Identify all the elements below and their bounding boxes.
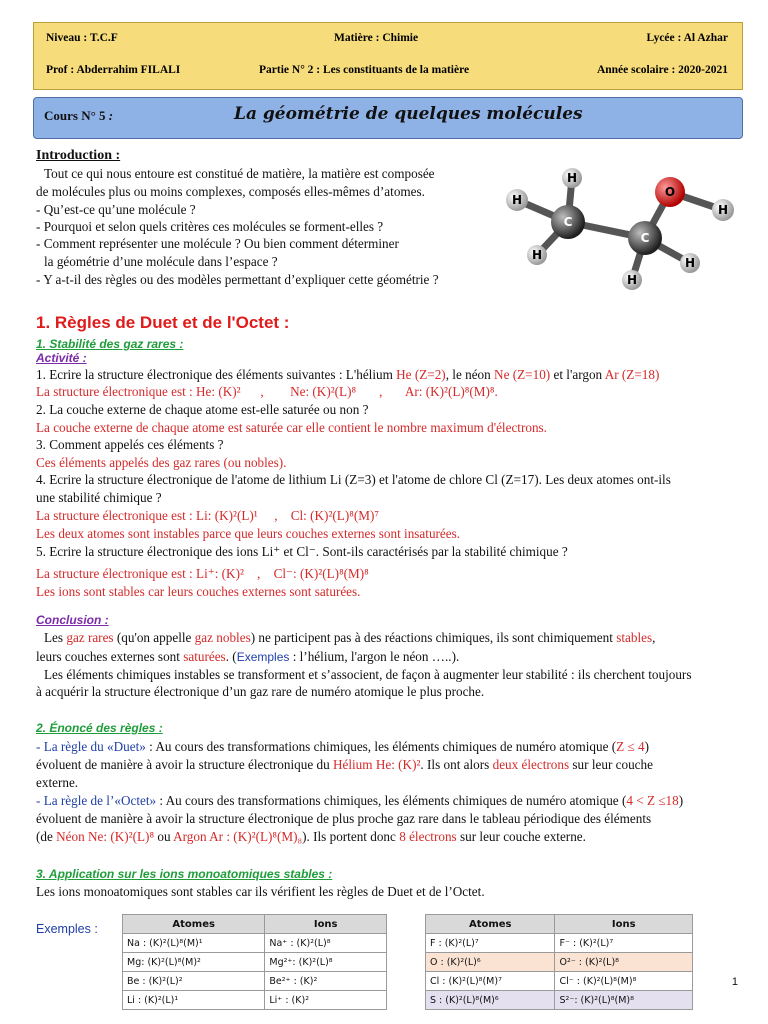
table-header: Ions xyxy=(555,915,693,934)
table-row: O : (K)²(L)⁶ O²⁻ : (K)²(L)⁸ xyxy=(426,953,693,972)
header-annee: Année scolaire : 2020-2021 xyxy=(596,64,728,76)
atom-label: C xyxy=(563,215,573,229)
intro-line: - Y a-t-il des règles ou des modèles permettant d’expliquer cette géométrie ? xyxy=(36,272,439,287)
ions-table-2 xyxy=(425,914,693,1010)
intro-line: - Pourquoi et selon quels critères ces molécules se forment-elles ? xyxy=(36,219,384,234)
rule-octet-cont: évoluent de manière à avoir la structure électronique de plus proche gaz rare dans le tableau périodique des éléments xyxy=(36,811,652,826)
table-row: Be : (K)²(L)² Be²⁺ : (K)² xyxy=(123,972,387,991)
intro-line: Tout ce qui nous entoure est constitué de matière, la matière est composée xyxy=(44,166,435,181)
conclusion-line: Les éléments chimiques instables se transforment et s’associent, de façon à augmenter leur stabilité : ils cherchent toujours xyxy=(44,667,692,682)
answer-2: La couche externe de chaque atome est saturée car elle contient le nombre maximum d'électrons. xyxy=(36,420,547,435)
intro-line: la géométrie d’une molécule dans l’espace ? xyxy=(44,254,278,269)
activite-label: Activité : xyxy=(36,351,87,365)
conclusion-line: à acquérir la structure électronique d’un gaz rare de numéro atomique le plus proche. xyxy=(36,684,485,699)
atom-label: H xyxy=(717,203,729,217)
table-row: F : (K)²(L)⁷ F⁻ : (K)²(L)⁷ xyxy=(426,934,693,953)
rule-octet-cont: (de Néon Ne: (K)²(L)⁸ ou Argon Ar : (K)²(L)⁸(M)₈). Ils portent donc 8 électrons sur leur couche externe. xyxy=(36,829,586,844)
rule-duet: - La règle du «Duet» : Au cours des transformations chimiques, les éléments chimiques de numéro atomique (Z ≤ 4) xyxy=(36,739,649,754)
rule-octet: - La règle de l’«Octet» : Au cours des transformations chimiques, les éléments chimiques de numéro atomique (4 < Z ≤18) xyxy=(36,793,684,808)
subsection-1-title: 1. Stabilité des gaz rares : xyxy=(36,337,184,351)
answer-4-cont: Les deux atomes sont instables parce que leurs couches externes sont insaturées. xyxy=(36,526,461,541)
header-prof: Prof : Abderrahim FILALI xyxy=(46,64,181,76)
title-box xyxy=(33,97,743,139)
rule-duet-cont: externe. xyxy=(36,775,79,790)
course-number: Cours N° 5 : xyxy=(44,108,114,123)
conclusion-line: Les gaz rares (qu'on appelle gaz nobles) ne participent pas à des réactions chimiques, ils sont chimiquement stables, xyxy=(44,630,656,645)
answer-1: La structure électronique est : He: (K)² , Ne: (K)²(L)⁸ , Ar: (K)²(L)⁸(M)⁸. xyxy=(36,384,498,399)
question-2: 2. La couche externe de chaque atome est-elle saturée ou non ? xyxy=(36,402,369,417)
answer-5: La structure électronique est : Li⁺: (K)² , Cl⁻: (K)²(L)⁸(M)⁸ xyxy=(36,566,369,581)
atom-label: H xyxy=(684,256,696,270)
intro-heading: Introduction : xyxy=(36,148,121,163)
section-1-title: 1. Règles de Duet et de l'Octet : xyxy=(36,313,290,332)
intro-line: - Qu’est-ce qu’une molécule ? xyxy=(36,202,196,217)
course-title: La géométrie de quelques molécules xyxy=(234,104,583,124)
atom-label: O xyxy=(664,185,676,199)
page-number: 1 xyxy=(731,976,738,988)
question-4: 4. Ecrire la structure électronique de l'atome de lithium Li (Z=3) et l'atome de chlore Cl (Z=17). Les deux atomes ont-ils xyxy=(36,472,671,487)
intro-line: - Comment représenter une molécule ? Ou bien comment déterminer xyxy=(36,236,399,251)
table-row: Cl : (K)²(L)⁸(M)⁷ Cl⁻ : (K)²(L)⁸(M)⁸ xyxy=(426,972,693,991)
table-row: Na : (K)²(L)⁸(M)¹ Na⁺ : (K)²(L)⁸ xyxy=(123,934,387,953)
header-matiere: Matière : Chimie xyxy=(334,32,419,44)
answer-4: La structure électronique est : Li: (K)²(L)¹ , Cl: (K)²(L)⁸(M)⁷ xyxy=(36,508,379,523)
subsection-3-title: 3. Application sur les ions monoatomiques stables : xyxy=(36,867,333,881)
ethanol-molecule-image xyxy=(495,160,768,295)
table-header: Ions xyxy=(265,915,387,934)
conclusion-line: leurs couches externes sont saturées. (Exemples : l’hélium, l'argon le néon …..). xyxy=(36,649,460,664)
application-text: Les ions monoatomiques sont stables car ils vérifient les règles de Duet et de l’Octet. xyxy=(36,884,485,899)
question-1: 1. Ecrire la structure électronique des éléments suivantes : L'hélium He (Z=2), le néon Ne (Z=10) et l'argon Ar (Z=18) xyxy=(36,367,660,382)
atom-label: H xyxy=(626,273,638,287)
rule-duet-cont: évoluent de manière à avoir la structure électronique du Hélium He: (K)². Ils ont alors deux électrons sur leur couche xyxy=(36,757,653,772)
atom-label: H xyxy=(511,193,523,207)
ions-table-1 xyxy=(122,914,387,1010)
atom-label: H xyxy=(531,248,543,262)
table-row: Li : (K)²(L)¹ Li⁺ : (K)² xyxy=(123,991,387,1010)
atom-label: C xyxy=(640,231,650,245)
header-partie: Partie N° 2 : Les constituants de la matière xyxy=(259,64,470,76)
question-4-cont: une stabilité chimique ? xyxy=(36,490,162,505)
subsection-2-title: 2. Énoncé des règles : xyxy=(36,721,163,735)
intro-line: de molécules plus ou moins complexes, composés elles-mêmes d’atomes. xyxy=(36,184,425,199)
table-header: Atomes xyxy=(123,915,265,934)
atom-label: H xyxy=(566,171,578,185)
table-header: Atomes xyxy=(426,915,555,934)
question-5: 5. Ecrire la structure électronique des ions Li⁺ et Cl⁻. Sont-ils caractérisés par la stabilité chimique ? xyxy=(36,544,568,559)
header-niveau: Niveau : T.C.F xyxy=(46,32,118,44)
table-row: S : (K)²(L)⁸(M)⁶ S²⁻: (K)²(L)⁸(M)⁸ xyxy=(426,991,693,1010)
exemples-label: Exemples : xyxy=(36,922,98,936)
conclusion-label: Conclusion : xyxy=(36,613,109,627)
answer-5-cont: Les ions sont stables car leurs couches externes sont saturées. xyxy=(36,584,361,599)
header-box xyxy=(33,22,743,90)
table-row: Mg: (K)²(L)⁸(M)² Mg²⁺: (K)²(L)⁸ xyxy=(123,953,387,972)
question-3: 3. Comment appelés ces éléments ? xyxy=(36,437,224,452)
answer-3: Ces éléments appelés des gaz rares (ou nobles). xyxy=(36,455,287,470)
header-lycee: Lycée : Al Azhar xyxy=(646,32,728,44)
